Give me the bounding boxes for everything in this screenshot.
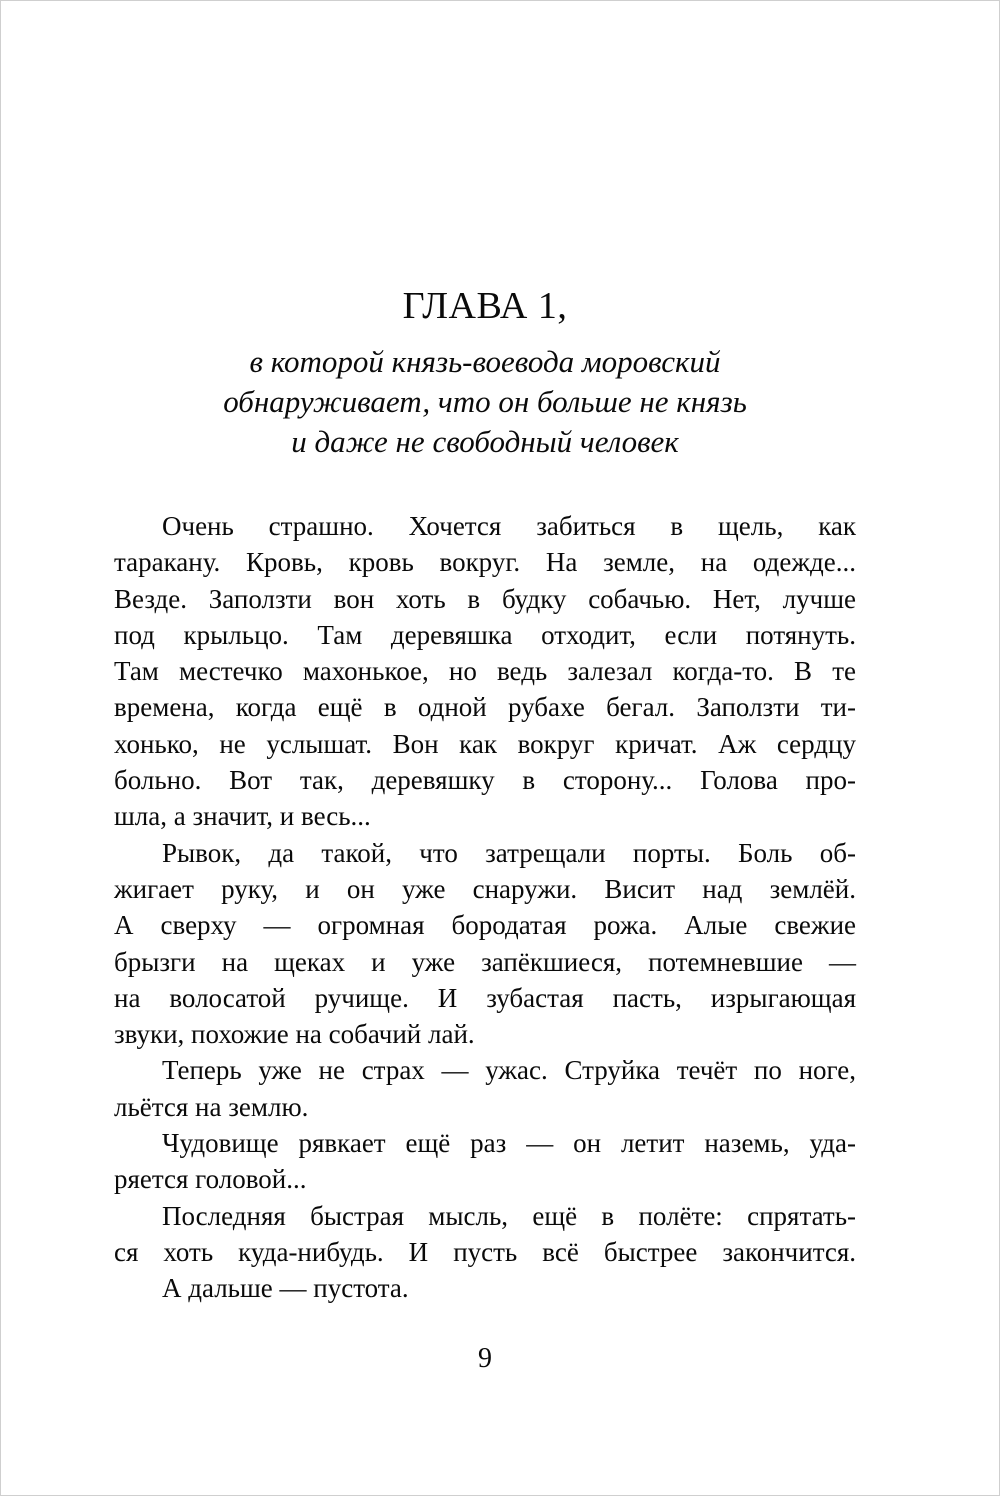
text-line: таракану. Кровь, кровь вокруг. На земле, на одежде... (114, 547, 856, 578)
text-line: больно. Вот так, деревяшку в сторону... Голова про- (114, 765, 856, 796)
text-line: под крыльцо. Там деревяшка отходит, если потянуть. (114, 619, 856, 650)
text-line: Теперь уже не страх — ужас. Струйка течёт по ноге, (162, 1055, 856, 1086)
paragraph (114, 1125, 856, 1198)
text-line: жигает руку, и он уже снаружи. Висит над землёй. (114, 873, 856, 904)
text-line: шла, а значит, и весь... (114, 801, 371, 832)
text-line: Чудовище рявкает ещё раз — он летит наземь, уда- (162, 1128, 856, 1159)
paragraph (114, 835, 856, 1053)
text-line: Рывок, да такой, что затрещали порты. Боль об- (162, 837, 856, 868)
text-line: ся хоть куда-нибудь. И пусть всё быстрее закончится. (114, 1236, 856, 1267)
chapter-subtitle-line: в которой князь-воевода моровский (249, 344, 721, 379)
chapter-subtitle (114, 342, 856, 462)
paragraph (114, 1270, 856, 1306)
text-line: звуки, похожие на собачий лай. (114, 1019, 475, 1050)
paragraph (114, 508, 856, 835)
chapter-subtitle-line: и даже не свободный человек (291, 424, 679, 459)
text-line: Там местечко махонькое, но ведь залезал когда-то. В те (114, 656, 856, 687)
text-line: А дальше — пустота. (162, 1273, 409, 1304)
text-line: Очень страшно. Хочется забиться в щель, как (162, 511, 856, 541)
paragraph (114, 1052, 856, 1125)
text-line: брызги на щеках и уже запёкшиеся, потемневшие — (114, 946, 856, 977)
chapter-subtitle-line: обнаруживает, что он больше не князь (223, 384, 747, 419)
text-column (114, 1, 856, 1375)
text-line: хонько, не услышат. Вон как вокруг кричат. Аж сердцу (114, 728, 856, 759)
text-line: Везде. Заползти вон хоть в будку собачью. Нет, лучше (114, 583, 856, 614)
text-line: А сверху — огромная бородатая рожа. Алые свежие (114, 910, 856, 941)
paragraph (114, 1198, 856, 1271)
chapter-heading: ГЛАВА 1, (402, 285, 568, 327)
text-line: времена, когда ещё в одной рубахе бегал. Заползти ти- (114, 692, 856, 723)
text-line: на волосатой ручище. И зубастая пасть, изрыгающая (114, 982, 856, 1013)
body-text (114, 508, 856, 1307)
text-line: льётся на землю. (114, 1091, 309, 1122)
text-line: Последняя быстрая мысль, ещё в полёте: спрятать- (162, 1200, 856, 1231)
page-number: 9 (478, 1342, 492, 1374)
text-line: ряется головой... (114, 1164, 307, 1195)
